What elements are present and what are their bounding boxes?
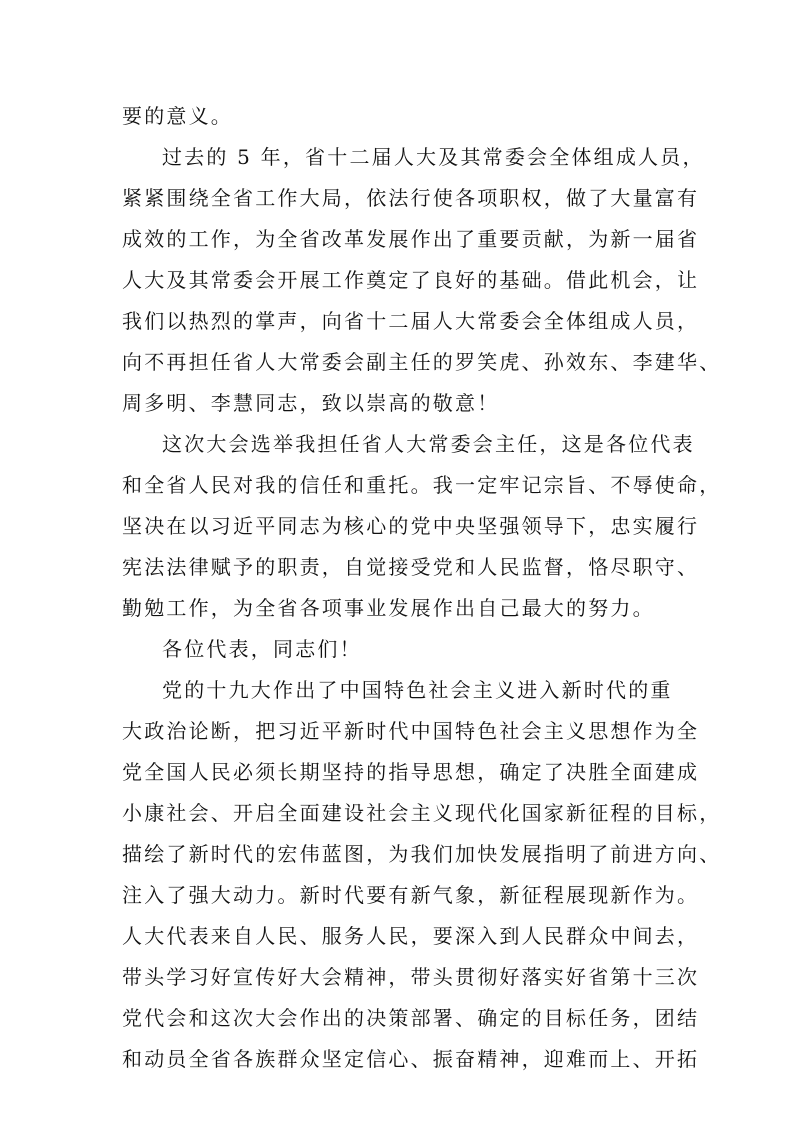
text-line: 描绘了新时代的宏伟蓝图，为我们加快发展指明了前进方向、 <box>122 842 722 866</box>
text-line: 人大及其常委会开展工作奠定了良好的基础。借此机会，让 <box>122 268 700 292</box>
text-line: 坚决在以习近平同志为核心的党中央坚强领导下，忠实履行 <box>122 514 700 538</box>
text-line: 党代会和这次大会作出的决策部署、确定的目标任务，团结 <box>122 1006 700 1030</box>
text-line: 成效的工作，为全省改革发展作出了重要贡献，为新一届省 <box>122 227 700 251</box>
text-line: 宪法法律赋予的职责，自觉接受党和人民监督，恪尽职守、 <box>122 555 700 579</box>
text-line: 要的意义。 <box>122 104 233 128</box>
text-line: 带头学习好宣传好大会精神，带头贯彻好落实好省第十三次 <box>122 965 700 989</box>
paragraph-start-line: 过去的 5 年，省十二届人大及其常委会全体组成人员， <box>162 145 705 169</box>
paragraph-start-line: 这次大会选举我担任省人大常委会主任，这是各位代表 <box>162 432 695 456</box>
text-line: 勤勉工作，为全省各项事业发展作出自己最大的努力。 <box>122 596 655 620</box>
text-line: 大政治论断，把习近平新时代中国特色社会主义思想作为全 <box>122 719 700 743</box>
text-line: 人大代表来自人民、服务人民，要深入到人民群众中间去， <box>122 924 700 948</box>
text-line: 我们以热烈的掌声，向省十二届人大常委会全体组成人员， <box>122 309 700 333</box>
text-line: 小康社会、开启全面建设社会主义现代化国家新征程的目标， <box>122 801 722 825</box>
text-line: 向不再担任省人大常委会副主任的罗笑虎、孙效东、李建华、 <box>122 350 722 374</box>
text-line: 和全省人民对我的信任和重托。我一定牢记宗旨、不辱使命， <box>122 473 722 497</box>
text-line: 注入了强大动力。新时代要有新气象，新征程展现新作为。 <box>122 883 700 907</box>
text-line: 紧紧围绕全省工作大局，依法行使各项职权，做了大量富有 <box>122 186 700 210</box>
salutation-line: 各位代表，同志们！ <box>162 637 362 661</box>
paragraph-start-line: 党的十九大作出了中国特色社会主义进入新时代的重 <box>162 678 673 702</box>
text-line: 党全国人民必须长期坚持的指导思想，确定了决胜全面建成 <box>122 760 700 784</box>
text-line: 周多明、李慧同志，致以崇高的敬意！ <box>122 391 500 415</box>
text-line: 和动员全省各族群众坚定信心、振奋精神，迎难而上、开拓 <box>122 1047 700 1071</box>
